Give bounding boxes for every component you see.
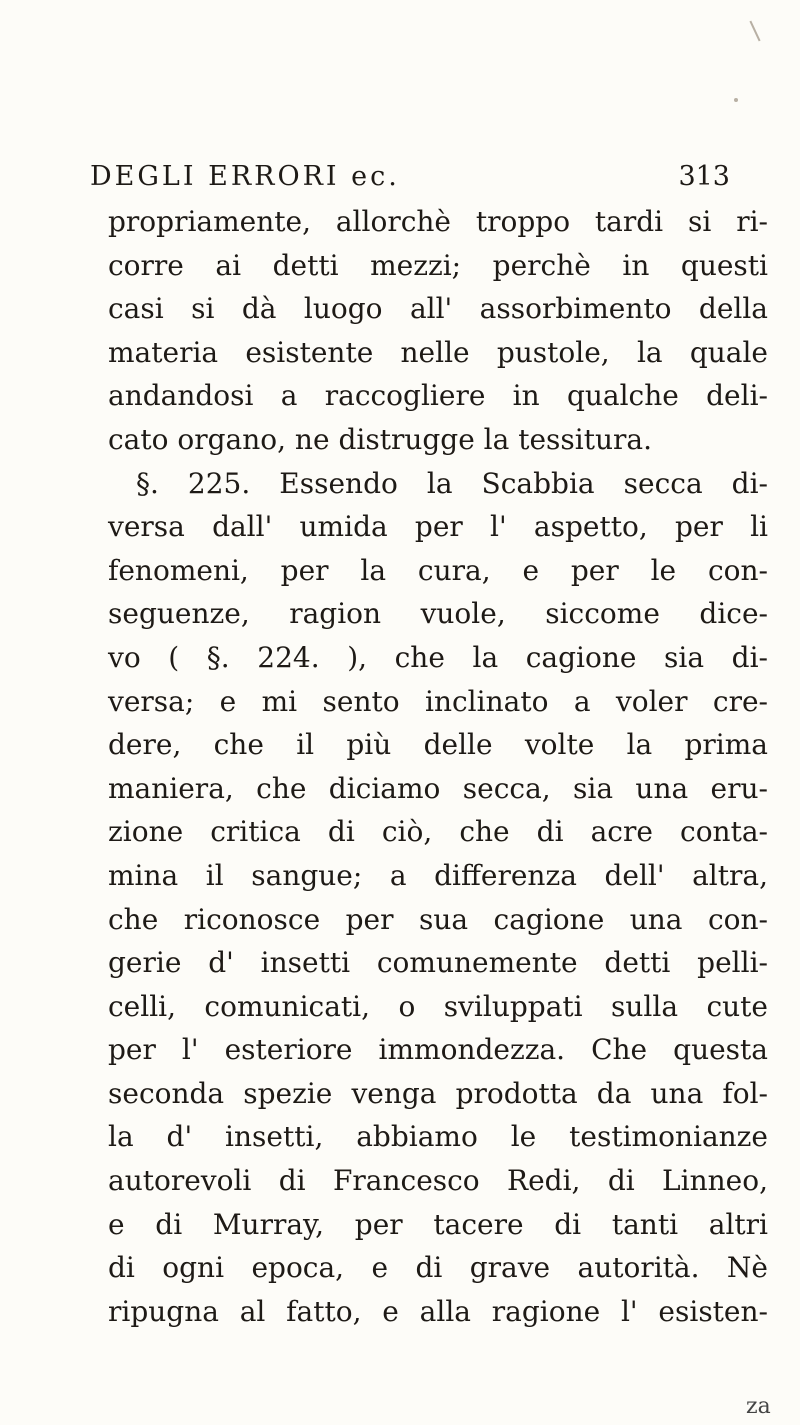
text-line: andandosi a raccogliere in qualche deli- (108, 379, 768, 413)
text-line: corre ai detti mezzi; perchè in questi (108, 248, 768, 282)
section-paragraph-start: §. 225. Essendo la Scabbia secca di- (136, 466, 768, 500)
body-text (108, 200, 768, 1333)
text-line: gerie d' insetti comunemente detti pelli- (108, 946, 768, 980)
text-line: autorevoli di Francesco Redi, di Linneo, (108, 1164, 768, 1198)
paper-blemish (749, 21, 760, 42)
text-line: casi si dà luogo all' assorbimento della (108, 292, 768, 326)
text-line: ripugna al fatto, e alla ragione l' esisten- (108, 1294, 768, 1328)
text-line: fenomeni, per la cura, e per le con- (108, 553, 768, 587)
text-line: seguenze, ragion vuole, siccome dice- (108, 597, 768, 631)
text-line: e di Murray, per tacere di tanti altri (108, 1207, 768, 1241)
text-line: che riconosce per sua cagione una con- (108, 902, 768, 936)
text-line: versa dall' umida per l' aspetto, per li (108, 510, 768, 544)
text-line: propriamente, allorchè troppo tardi si ri- (108, 205, 768, 238)
text-line: materia esistente nelle pustole, la quale (108, 335, 768, 369)
paper-spot (734, 98, 738, 102)
text-line: mina il sangue; a differenza dell' altra, (108, 858, 768, 892)
text-line: cato organo, ne distrugge la tessitura. (108, 422, 653, 456)
running-head (90, 152, 730, 202)
text-line: la d' insetti, abbiamo le testimonianze (108, 1120, 768, 1154)
running-title: DEGLI ERRORI ec. (90, 161, 400, 192)
text-line: seconda spezie venga prodotta da una fol- (108, 1076, 768, 1110)
text-line: dere, che il più delle volte la prima (108, 728, 768, 762)
text-line: zione critica di ciò, che di acre conta- (108, 815, 768, 849)
text-line: versa; e mi sento inclinato a voler cre- (108, 684, 768, 718)
text-line: maniera, che diciamo secca, sia una eru- (108, 771, 768, 805)
page-number: 313 (678, 161, 730, 192)
text-line: per l' esteriore immondezza. Che questa (108, 1033, 768, 1067)
text-line: vo ( §. 224. ), che la cagione sia di- (108, 640, 768, 674)
text-line: di ogni epoca, e di grave autorità. Nè (108, 1251, 768, 1285)
text-line: celli, comunicati, o sviluppati sulla cute (108, 989, 768, 1023)
catchword: za (746, 1394, 771, 1419)
